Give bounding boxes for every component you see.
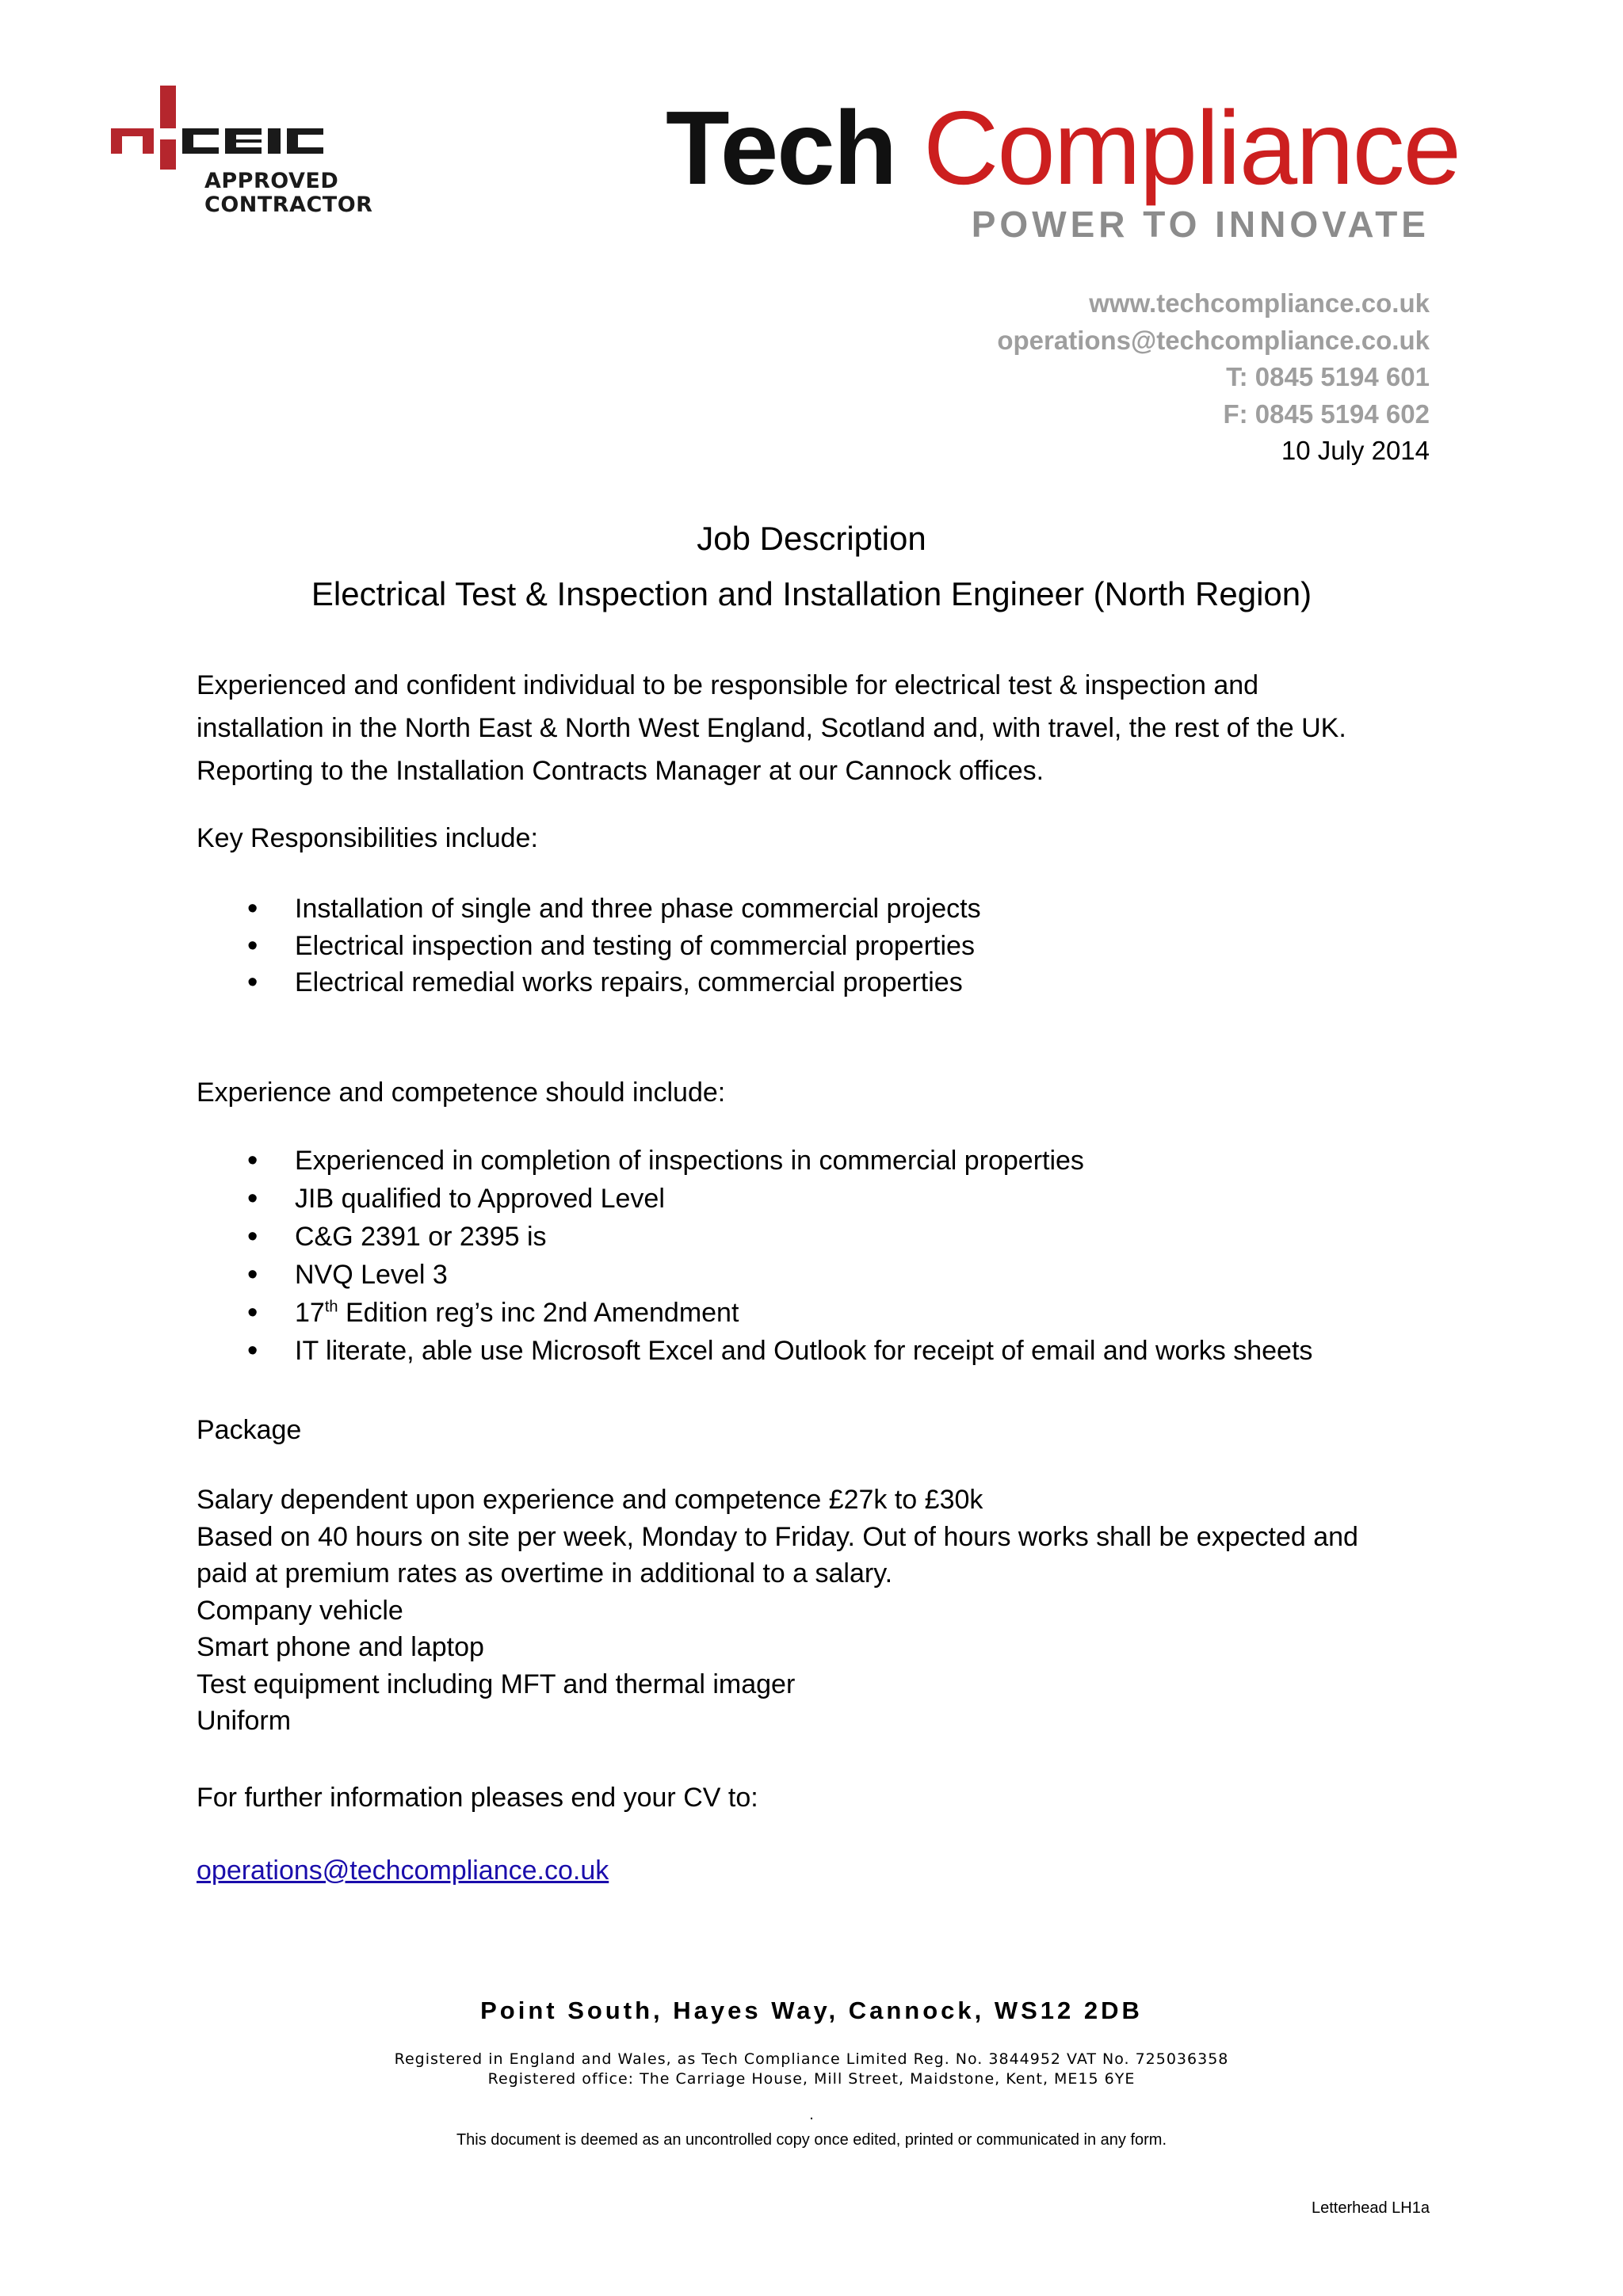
- fax: F: 0845 5194 602: [1223, 399, 1430, 429]
- company-address: Point South, Hayes Way, Cannock, WS12 2DB: [480, 1997, 1143, 2024]
- list-item-edition: [197, 1294, 1433, 1332]
- package-line: Company vehicle: [197, 1595, 403, 1626]
- document-date: 10 July 2014: [1281, 436, 1430, 465]
- job-title: Electrical Test & Inspection and Installation Engineer (North Region): [311, 575, 1312, 612]
- responsibilities-list: [197, 891, 1433, 1001]
- package-line: Salary dependent upon experience and competence £27k to £30k: [197, 1485, 983, 1515]
- package-line: Uniform: [197, 1706, 292, 1736]
- further-info: For further information pleases end your CV to:: [197, 1783, 758, 1813]
- intro-line: Reporting to the Installation Contracts Manager at our Cannock offices.: [197, 756, 1044, 786]
- edition-number: 17: [295, 1298, 325, 1328]
- responsibilities-section: [197, 891, 1433, 1001]
- package-line: Smart phone and laptop: [197, 1632, 484, 1662]
- list-item: • JIB qualified to Approved Level: [197, 1180, 1433, 1218]
- email-link[interactable]: operations@techcompliance.co.uk: [197, 1855, 609, 1886]
- niceic-logo: [111, 82, 373, 225]
- experience-section: [197, 1142, 1433, 1370]
- list-item: • NVQ Level 3: [197, 1256, 1433, 1294]
- package-heading: Package: [197, 1415, 302, 1445]
- edition-suffix: th: [324, 1298, 338, 1316]
- website: www.techcompliance.co.uk: [1089, 288, 1430, 318]
- logo-caption: [204, 170, 372, 217]
- company-name: [666, 89, 1460, 208]
- intro-line: installation in the North East & North West England, Scotland and, with travel, the rest of the UK.: [197, 713, 1346, 743]
- logo-line-2: CONTRACTOR: [204, 193, 373, 217]
- contact-email: operations@techcompliance.co.uk: [997, 325, 1430, 355]
- list-item: • IT literate, able use Microsoft Excel and Outlook for receipt of email and works sheets: [197, 1332, 1433, 1370]
- list-item: • C&G 2391 or 2395 is: [197, 1218, 1433, 1256]
- intro-line: Experienced and confident individual to be responsible for electrical test & inspection and: [197, 670, 1259, 700]
- package-line: paid at premium rates as overtime in additional to a salary.: [197, 1558, 893, 1589]
- telephone: T: 0845 5194 601: [1226, 362, 1430, 391]
- email-link-wrap: [197, 1849, 1433, 1892]
- letterhead-code: Letterhead LH1a: [1311, 2199, 1430, 2217]
- registered-office: Registered office: The Carriage House, Mill Street, Maidstone, Kent, ME15 6YE: [487, 2070, 1136, 2088]
- registration-line: Registered in England and Wales, as Tech Compliance Limited Reg. No. 3844952 VAT No. 725036358: [394, 2050, 1229, 2068]
- package-line: Test equipment including MFT and thermal imager: [197, 1669, 796, 1699]
- tagline: POWER TO INNOVATE: [971, 204, 1430, 245]
- contact-block: [997, 285, 1430, 470]
- logo-line-1: APPROVED: [204, 169, 339, 193]
- list-item: • Electrical remedial works repairs, commercial properties: [197, 964, 1433, 1001]
- separator-dot: .: [809, 2106, 814, 2123]
- niceic-mark: [111, 82, 353, 170]
- company-name-word-2: Compliance: [922, 90, 1460, 206]
- responsibilities-heading: Key Responsibilities include:: [197, 823, 538, 853]
- company-name-word-1: Tech: [666, 90, 896, 206]
- package-line: Based on 40 hours on site per week, Monday to Friday. Out of hours works shall be expected and: [197, 1521, 1358, 1552]
- list-item: • Electrical inspection and testing of commercial properties: [197, 928, 1433, 965]
- experience-heading: Experience and competence should include:: [197, 1077, 726, 1108]
- intro-paragraph: [197, 664, 1433, 792]
- list-item: • Installation of single and three phase commercial projects: [197, 891, 1433, 928]
- experience-list: [197, 1142, 1433, 1370]
- package-section: [197, 1482, 1433, 1740]
- edition-text: Edition reg’s inc 2nd Amendment: [338, 1298, 739, 1328]
- list-item: • Experienced in completion of inspections in commercial properties: [197, 1142, 1433, 1180]
- document-title: Job Description: [697, 520, 926, 557]
- disclaimer: This document is deemed as an uncontrolled copy once edited, printed or communicated in any form.: [456, 2131, 1167, 2149]
